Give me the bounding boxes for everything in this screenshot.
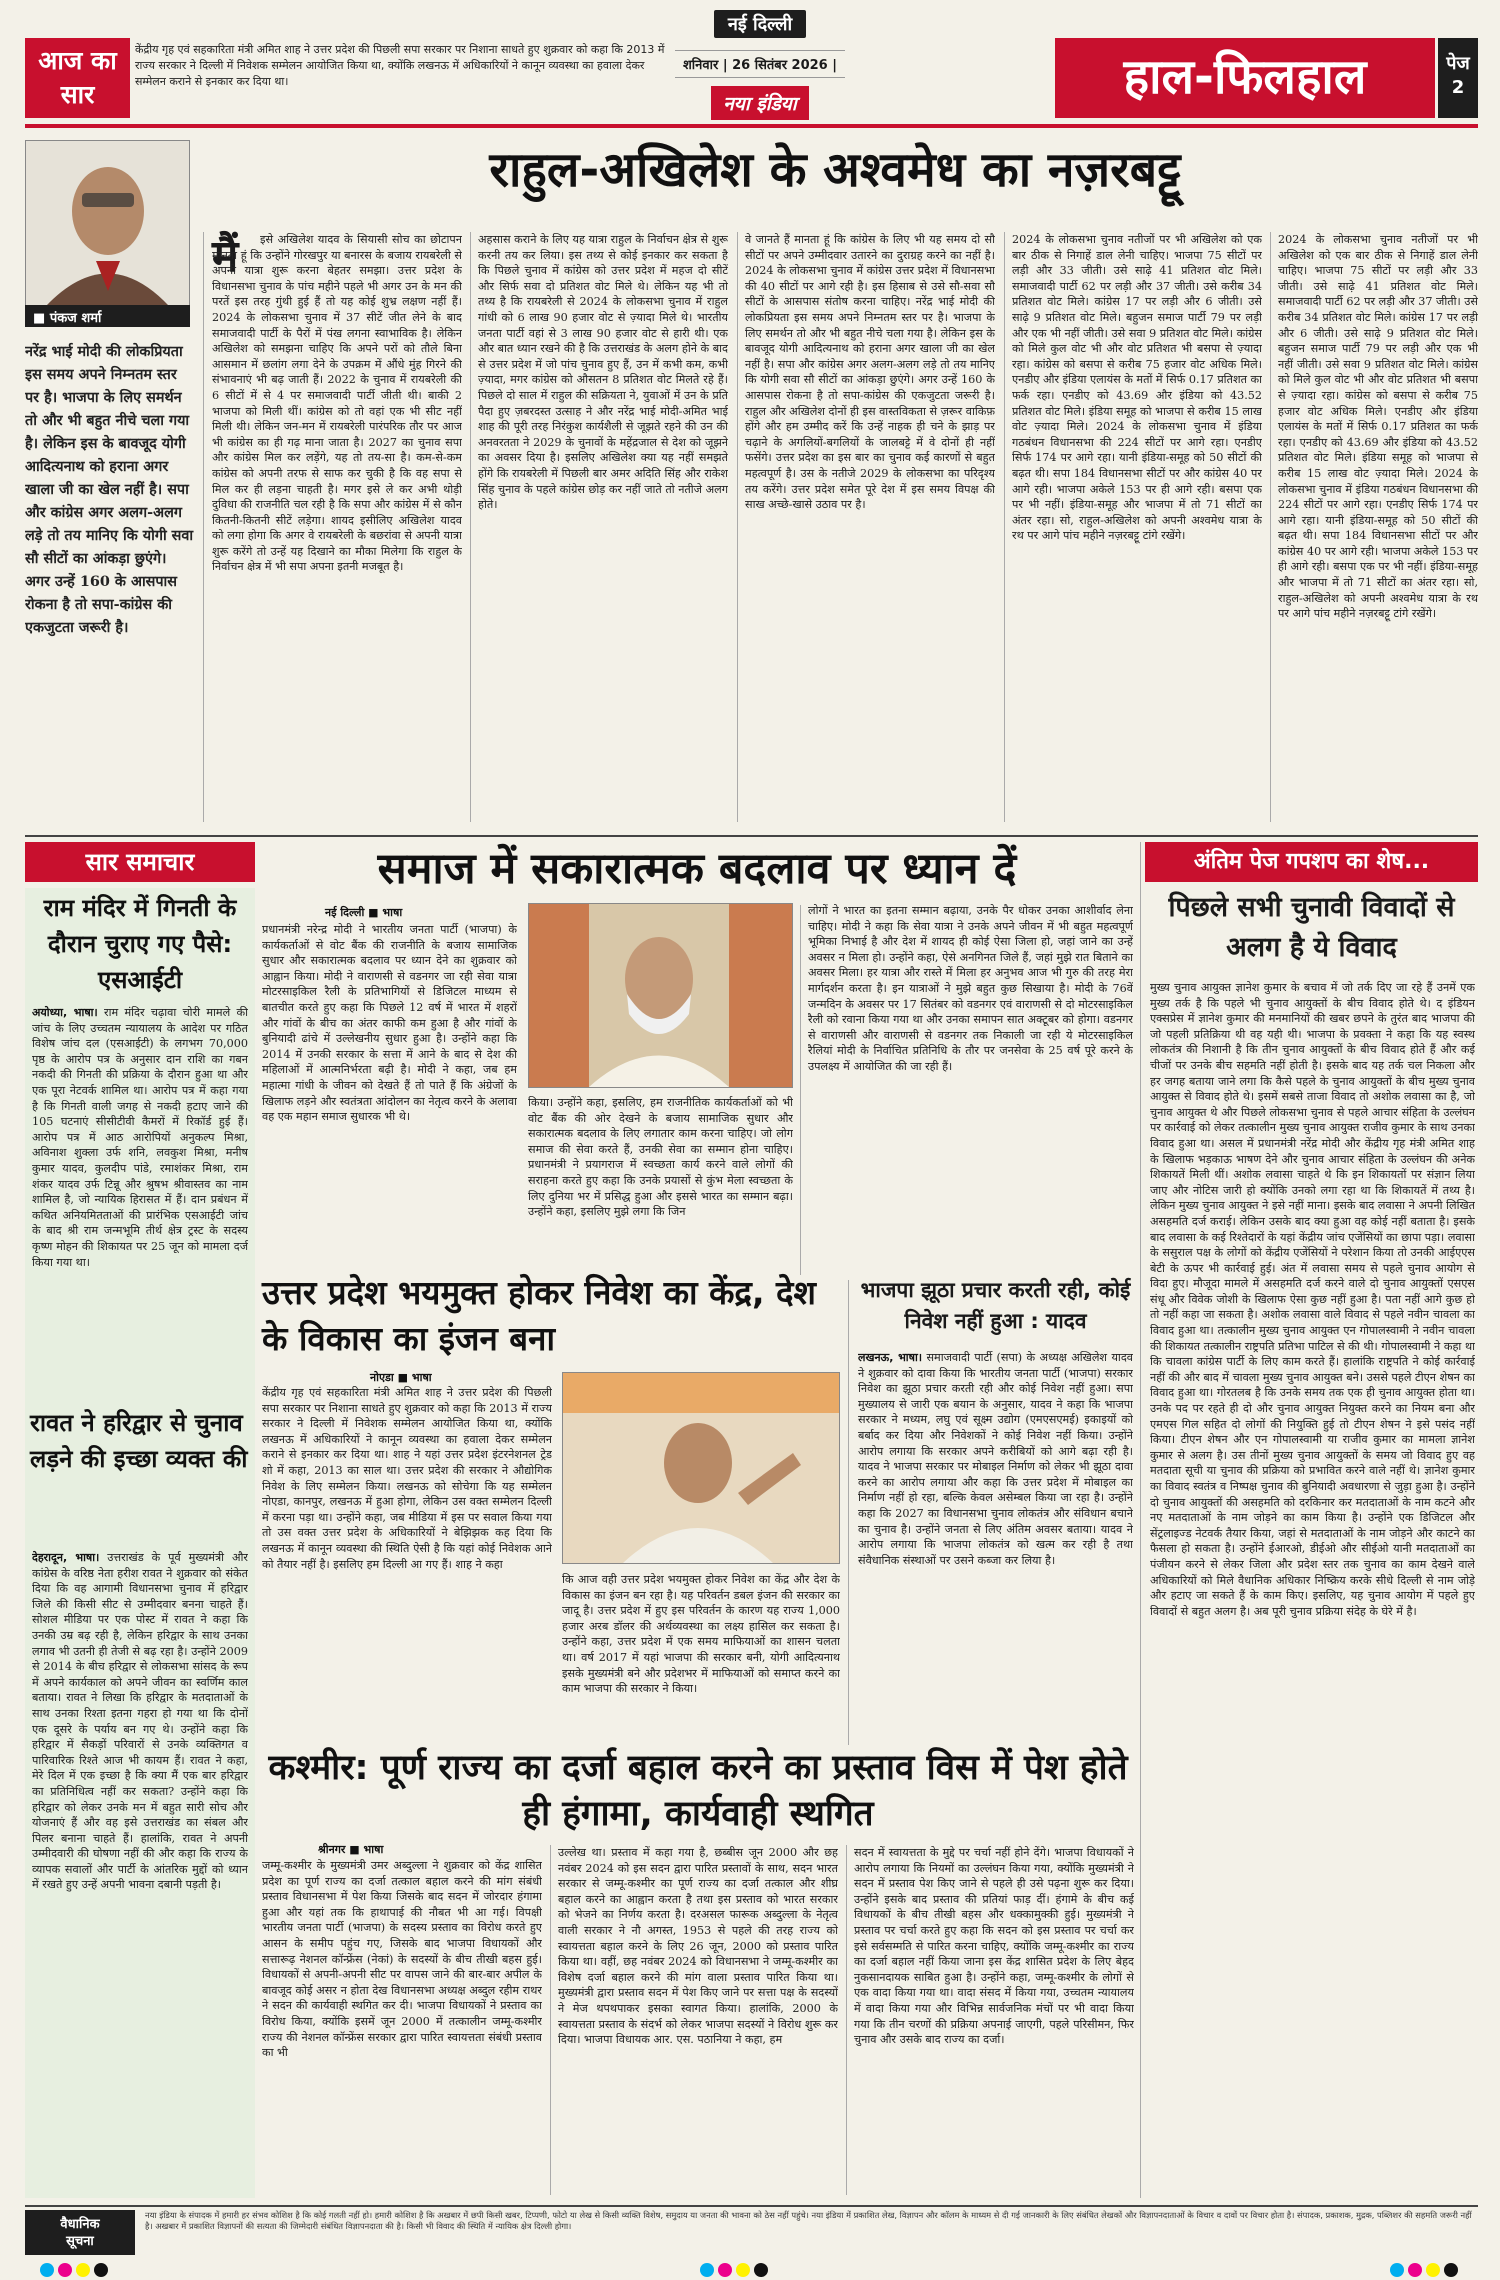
brief-1-headline: राम मंदिर में गिनती के दौरान चुराए गए पैसे: एसआईटी — [43, 894, 237, 994]
square-icon: ■ — [349, 1843, 364, 1856]
magenta-dot-icon — [1408, 2263, 1422, 2277]
sp-story-dateline: लखनऊ, भाषा। — [858, 1351, 923, 1364]
brief-2-text: उत्तराखंड के पूर्व मुख्यमंत्री और कांग्रेस के वरिष्ठ नेता हरीश रावत ने शुक्रवार को संकेत दिया कि वह आगामी विधानसभा चुनाव में हरिद्वार जिले की किसी सीट से उम्मीदवार बनना चाहते हैं। सोशल मीडिया पर एक पोस्ट में रावत ने कहा कि उनकी उम्र बढ़ रही है, लेकिन हरिद्वार के साथ उनका लगाव भी उतनी ही तेजी से बढ़ रहा है। उन्होंने 2009 से 2014 के बीच हरिद्वार से लोकसभा सांसद के रूप में अपने कार्यकाल को अपने जीवन का स्वर्णिम काल बताया। रावत ने लिखा कि हरिद्वार के मतदाताओं के साथ उनका रिश्ता इतना गहरा हो गया था कि दोनों एक दूसरे के पर्याय बन गए थे। उन्होंने कहा कि हरिद्वार में सैकड़ों परिवारों से उनके व्यक्तिगत व पारिवारिक रिश्ते आज भी कायम हैं। रावत ने कहा, मेरे दिल में एक इच्छा है कि क्या मैं एक बार हरिद्वार का प्रतिनिधित्व नहीं कर सकता? उन्होंने कहा कि हरिद्वार को लेकर उनके मन में बहुत सारी सोच और योजनाएं हैं और वह इसे उत्तराखंड का संबल और पिलर बनाना चाहते हैं। हालांकि, रावत ने अपनी उम्मीदवारी की घोषणा नहीं की और कहा कि राज्य के व्यापक सवालों और पार्टी के आंतरिक मुद्दों को ध्यान में रखते हुए उन्हें अपनी भावना दबानी पड़ती है। — [32, 1551, 248, 1892]
column-rule — [203, 232, 204, 822]
lead-column-2: अहसास कराने के लिए यह यात्रा राहुल के निर्वाचन क्षेत्र से शुरू करनी तय कर लिया। इस तथ्य से कोई इनकार कर सकता है कि पिछले चुनाव में कांग्रेस को उत्तर प्रदेश में महज दो सीटें और सिर्फ सवा दो प्रतिशत वोट मिले थे। लेकिन यह भी तो तथ्य है कि रायबरेली से 2024 के लोकसभा चुनाव में राहुल गांधी को 6 लाख 90 हजार वोट से ज़्यादा मिले थे। भारतीय जनता पार्टी वहां से 3 लाख 90 हजार वोट से हारी थी। एक और बात ध्यान रखने की है कि उत्तराखंड के अलग होने के बाद से उत्तर प्रदेश में जो पांच चुनाव हुए हैं, उन में कभी कम, कभी ज़्यादा, मगर कांग्रेस को औसतन 8 प्रतिशत वोट मिलते रहे हैं। पिछले दो साल में राहुल की सक्रियता ने, युवाओं में उन के प्रति पैदा हुए ज़बरदस्त उत्साह ने और नरेंद्र भाई मोदी-अमित भाई शाह की पूरी तरह निरंकुश कार्यशैली से जूझते रहने की उन की अनवरतता ने 2029 के चुनावों के महेंद्रजाल से देश को जूझने का अवसर दिया है। इसलिए अखिलेश क्या यह नहीं समझते होंगे कि रायबरेली में पिछली बार अमर अदिति सिंह और राकेश सिंह चुनाव के पहले कांग्रेस छोड़ कर नहीं जाते तो नतीजे अलग होते। — [478, 233, 728, 512]
page-number-box — [1438, 38, 1478, 118]
legal-notice-text: नया इंडिया के संपादक में हमारी हर संभव कोशिश है कि कोई गलती नहीं हो। हमारी कोशिश है कि अखबार में छपी किसी खबर, टिप्पणी, फोटो या लेख से किसी व्यक्ति विशेष, समुदाय या जनता की भावना को ठेस नहीं पहुंचे। नया इंडिया में प्रकाशित लेख, विज्ञापन और कॉलम के माध्यम से दी गई जानकारी के लिए संबंधित लेखकों और विज्ञापनदाताओं के विचार व दावों पर विचार होता है। संपादक, प्रकाशक, मुद्रक, पब्लिशर की सहमति जरूरी नहीं है। अखबार में प्रकाशित विज्ञापनों की सत्यता की जिम्मेदारी संबंधित विज्ञापनदाता की है। किसी भी विवाद की स्थिति में न्यायिक क्षेत्र दिल्ली होगा। — [145, 2210, 1472, 2231]
black-dot-icon — [754, 2263, 768, 2277]
modi-story-dateline — [325, 905, 402, 920]
shah-dateline-city: नोएडा — [370, 1371, 394, 1384]
column-rule — [550, 1845, 551, 2195]
masthead-todays-summary-label — [25, 38, 130, 118]
gossip-body: मुख्य चुनाव आयुक्त ज्ञानेश कुमार के बचाव में जो तर्क दिए जा रहे हैं उनमें एक मुख्य तर्क है कि पहले भी चुनाव आयुक्तों के बीच विवाद होते थे। द इंडियन एक्सप्रेस में ज्ञानेश कुमार की मनमानियों की खबर छपने के तुरंत बाद भाजपा की जो पहली प्रतिक्रिया थी वह यही थी। भाजपा के प्रवक्ता ने कहा कि यह स्वस्थ लोकतंत्र की निशानी है कि तीन चुनाव आयुक्तों के बीच विवाद होते हैं और कई चीजों पर उनके बीच सहमति नहीं होती है। इसके बाद यह तर्क चल निकला और हर जगह बताया जाने लगा कि कैसे पहले के चुनाव आयुक्तों के बीच मुख्य चुनाव आयुक्त से विवाद होते थे। इसमें सबसे ताजा विवाद तो अशोक लवासा का है, जो चुनाव आयुक्त थे और पिछले लोकसभा चुनाव से पहले आचार संहिता के उल्लंघन पर कार्रवाई को लेकर तत्कालीन मुख्य चुनाव आयुक्त राजीव कुमार के साथ उनका विवाद हुआ था। असल में प्रधानमंत्री नरेंद्र मोदी और केंद्रीय गृह मंत्री अमित शाह के खिलाफ भड़काऊ भाषण देने और चुनाव आचार संहिता के उल्लंघन की अनेक शिकायतें मिली थीं। अशोक लवासा चाहते थे कि इन शिकायतों पर संज्ञान लिया जाए और नोटिस जारी हो क्योंकि उनको लगा रहा था कि शिकायतें में तथ्य है। लेकिन मुख्य चुनाव आयुक्त ने इसे नहीं माना। इसके बाद लवासा ने अपनी लिखित असहमति दर्ज कराई। लेकिन उसके बाद क्या हुआ वह कोई नहीं बताता है। इसके बाद लवासा के कई रिश्तेदारों के यहां केंद्रीय जांच एजेंसियों का छापा पड़ा। लवासा के ससुराल पक्ष के लोगों को केंद्रीय एजेंसियों ने परेशान किया तो उनकी आईएएस बेटी के ऊपर भी कार्रवाई हुई। अंत में लवासा समय से पहले चुनाव आयोग से विदा हुए। मौजूदा मामले में असहमति दर्ज करने वाले दो चुनाव आयुक्तों एसएस संधू और विवेक जोशी के खिलाफ ऐसा कुछ नहीं हुआ है। पता नहीं आगे कुछ हो तो नहीं कहा जा सकता है। अशोक लवासा वाले विवाद से पहले नवीन चावला का विवाद हुआ था। तत्कालीन मुख्य चुनाव आयुक्त एन गोपालस्वामी ने नवीन चावला की शिकायत तत्कालीन राष्ट्रपति प्रतिभा पाटिल से की थी। गोपालस्वामी ने कहा था कि चावला कांग्रेस पार्टी के लिए काम करते हैं। हालांकि राष्ट्रपति ने कोई कार्रवाई नहीं की और बाद में चावला मुख्य चुनाव आयुक्त बने। उससे पहले टीएन शेषन का विवाद हुआ था। गोरतलब है कि उनके समय तक एक ही चुनाव आयुक्त होता था। उनके पद पर रहते ही दो और चुनाव आयुक्त नियुक्त करने का नियम बना और एमएस गिल सहित दो लोगों की नियुक्ति हुई तो टीएन शेषन ने इसे पसंद नहीं किया। टीएन शेषन और एन गोपालस्वामी या राजीव कुमार का मामला ज्ञानेश कुमार से अलग है। उस तीनों मुख्य चुनाव आयुक्तों के समय जो विवाद हुए वह मतदाता सूची या चुनाव की प्रक्रिया को प्रभावित करने वाले नहीं थे। ज्ञानेश कुमार का विवाद स्वतंत्र व निष्पक्ष चुनाव की बुनियादी अवधारणा से जुड़ा हुआ है। उन्होंने दो चुनाव आयुक्तों की असहमति को दरकिनार कर मतदाताओं के नाम कटने और नए मतदाताओं के नाम जोड़ने का काम किया है। उन्होंने एक डिजिटल और सेंट्रलाइज्ड नेटवर्क तैयार किया, जहां से मतदाताओं के नाम जोड़ने और काटने का फैसला हो सकता है। उन्होंने ईआरओ, डीईओ और सीईओ यानी मतदाताओं का पंजीयन करने से लेकर जिला और प्रदेश स्तर तक चुनाव का काम देखने वाले अधिकारियों को मिले वैधानिक अधिकार निष्क्रिय करके सीधे दिल्ली से नाम जोड़े और हटाए जा सकते हैं के काम किए। इसलिए, यह चुनाव आयोग में पहले हुए विवादों से बहुत अलग है। अब पूरी चुनाव प्रक्रिया संदेह के घेरे में है। — [1150, 981, 1475, 1618]
gossip-headline: पिछले सभी चुनावी विवादों से अलग है ये विवाद — [1168, 892, 1455, 963]
page-number: 2 — [1451, 77, 1465, 98]
legal-notice-line1: वैधानिक — [60, 2217, 100, 2232]
shah-story-column-1: केंद्रीय गृह एवं सहकारिता मंत्री अमित शाह ने उत्तर प्रदेश की पिछली सपा सरकार पर निशाना साधते हुए शुक्रवार को कहा कि 2013 में राज्य सरकार ने दिल्ली में निवेशक सम्मेलन आयोजित किया था, क्योंकि लखनऊ में अधिकारियों ने कानून व्यवस्था का हवाला देकर सम्मेलन कराने से इनकार कर दिया था। शाह ने यहां उत्तर प्रदेश इंटरनेशनल ट्रेड शो में कहा, 2013 का साल था। उत्तर प्रदेश की सरकार ने औद्योगिक निवेश के लिए सम्मेलन किया। लखनऊ को सोचेगा कि यह सम्मेलन नोएडा, कानपुर, लखनऊ में हुआ होगा, लेकिन उस वक्त सम्मेलन दिल्ली में करना पड़ा था। उन्होंने कहा, जब मीडिया में इस पर सवाल किया गया तो उस वक्त उत्तर प्रदेश के अधिकारियों ने बेझिझक कह दिया कि लखनऊ में कानून व्यवस्था की स्थिति ऐसी है कि यहां कोई निवेशक आने को तैयार नहीं है। इसलिए हम दिल्ली आ गए हैं। शाह ने कहा — [262, 1386, 552, 1571]
author-portrait-icon — [26, 141, 189, 306]
lead-column-1: इसे अखिलेश यादव के सियासी सोच का छोटापन मानता हूं कि उन्होंने गोरखपुर या बनारस के बजाय रायबरेली से अपनी यात्रा शुरू करना बेहतर समझा। उत्तर प्रदेश के विधानसभा चुनाव के पांच महीने पहले भी अगर उन के मन की परतें इस तरह गुंथी हुई हैं तो यह कोई शुभ्र लक्षण नहीं हैं। 2024 के लोकसभा चुनाव में 37 सीटें जीत लेने के बाद समाजवादी पार्टी के पैरों में पंख लगना स्वाभाविक है। लेकिन अखिलेश को समझना चाहिए कि अपने परों को तौले बिना आसमान में छलांग लगा देने के उपक्रम में औंधे मुंह गिरने की संभावनाएं भी बढ़ जाती हैं। 2022 के चुनाव में रायबरेली की 6 सीटों में से 4 पर समाजवादी पार्टी जीती थी। बाकी 2 भाजपा को मिली थीं। कांग्रेस को तो वहां एक भी सीट नहीं मिली थी। लेकिन जन-मन में रायबरेली पारंपरिक तौर पर आज भी कांग्रेस का ही गढ़ माना जाता है। 2027 का चुनाव सपा और कांग्रेस मिल कर लड़ेंगे, यह तो तय-सा है। कम-से-कम कांग्रेस को अपनी तरफ से साफ कर चुकी है कि वह सपा से मिल कर ही लड़ना चाहती है। मगर इसे ले कर अभी थोड़ी दुविधा की राजनीति चल रही है कि सपा और कांग्रेस में से कौन कितनी-कितनी सीटें लड़ेगा। शायद इसीलिए अखिलेश यादव को लगा होगा कि अगर वे रायबरेली के बछरांवा से अपनी यात्रा शुरू करेंगे तो उन्हें यह दिखाने का मौका मिलेगा कि राहुल के निर्वाचन क्षेत्र में भी सपा अपना इतनी मजबूत है। — [212, 233, 462, 574]
brief-2-headline: रावत ने हरिद्वार से चुनाव लड़ने की इच्छा व्यक्त की — [30, 1409, 248, 1473]
kashmir-story-column-1: जम्मू-कश्मीर के मुख्यमंत्री उमर अब्दुल्ला ने शुक्रवार को केंद्र शासित प्रदेश का पूर्ण राज्य का दर्जा तत्काल बहाल करने की मांग संबंधी प्रस्ताव विधानसभा में पेश किया जिसके बाद सदन में जोरदार हंगामा हुआ और यहां तक कि हाथापाई की नौबत भी आ गई। विपक्षी भारतीय जनता पार्टी (भाजपा) के सदस्य प्रस्ताव का विरोध करते हुए आसन के समीप पहुंच गए, जिसके बाद भाजपा विधायकों और सत्तारूढ़ नेशनल कॉन्फ्रेंस (नेकां) के सदस्यों के बीच तीखी बहस हुई। विधायकों से अपनी-अपनी सीट पर वापस जाने की बार-बार अपील के बावजूद कोई असर न होता देख विधानसभा अध्यक्ष अब्दुल रहीम राथर ने सदन की कार्यवाही स्थगित कर दी। भाजपा विधायकों ने प्रस्ताव का विरोध किया, क्योंकि इसमें जून 2000 में तत्कालीन जम्मू-कश्मीर राज्य की नेशनल कॉन्फ्रेंस सरकार द्वारा पारित स्वायत्तता संबंधी प्रस्ताव का भी — [262, 1859, 542, 2060]
author-square-icon: ■ — [33, 311, 50, 326]
magenta-dot-icon — [718, 2263, 732, 2277]
cyan-dot-icon — [700, 2263, 714, 2277]
kashmir-story-dateline — [318, 1842, 383, 1857]
masthead-label-line2: सार — [60, 80, 95, 109]
lead-pull-quote: नरेंद्र भाई मोदी की लोकप्रियता इस समय अपने निम्नतम स्तर पर है। भाजपा के लिए समर्थन तो और भी बहुत नीचे चला गया है। लेकिन इस के बावजूद योगी आदित्यनाथ को हराना अगर खाला जी का खेल नहीं है। सपा और कांग्रेस अगर अलग-अलग लड़े तो तय मानिए कि योगी सवा सौ सीटों का आंकड़ा छुएंगे। अगर उन्हें 160 के आसपास रोकना है तो सपा-कांग्रेस की एकजुटता जरूरी है। — [25, 343, 194, 636]
author-name: ■ पंकज शर्मा — [25, 305, 190, 327]
sp-story-body — [858, 1350, 1133, 1745]
square-icon: ■ — [368, 906, 383, 919]
issue-date: शनिवार | 26 सितंबर 2026 | — [675, 50, 845, 78]
masthead-summary-text: केंद्रीय गृह एवं सहकारिता मंत्री अमित शाह ने उत्तर प्रदेश की पिछली सपा सरकार पर निशाना साधते हुए शुक्रवार को कहा कि 2013 में राज्य सरकार ने दिल्ली में निवेशक सम्मेलन आयोजित किया था, क्योंकि लखनऊ में अधिकारियों ने कानून व्यवस्था का हवाला देकर सम्मेलन कराने से इनकार कर दिया था। — [135, 43, 665, 88]
shah-dateline-agency: भाषा — [411, 1371, 432, 1384]
lead-headline: राहुल-अखिलेश के अश्वमेध का नज़रबट्टू — [489, 142, 1181, 198]
news-brief-label: सार समाचार — [25, 842, 255, 882]
registration-marks-left — [40, 2262, 112, 2280]
newspaper-brand: नया इंडिया — [711, 86, 808, 120]
lead-column-4b: 2024 के लोकसभा चुनाव नतीजों पर भी अखिलेश को एक बार ठीक से निगाहें डाल लेनी चाहिए। भाजपा 75 सीटों पर लड़ी और 33 जीती। उसे साढ़े 41 प्रतिशत वोट मिले। समाजवादी पार्टी 62 पर लड़ी और 37 जीती। उसे करीब 34 प्रतिशत वोट मिले। कांग्रेस 17 पर लड़ी और 6 जीती। उसे साढ़े 9 प्रतिशत वोट मिले। बहुजन समाज पार्टी 79 पर लड़ी और एक भी नहीं जीती। उसे सवा 9 प्रतिशत वोट मिले। कांग्रेस को मिले कुल वोट भी और वोट प्रतिशत भी बसपा से ज़्यादा रहा। कांग्रेस को बसपा से करीब 75 हजार वोट अधिक मिले। एनडीए और इंडिया एलायंस के मतों में सिर्फ 0.17 प्रतिशत का फर्क रहा। एनडीए को 43.69 और इंडिया को 43.52 प्रतिशत वोट मिले। इंडिया समूह को भाजपा से करीब 15 लाख वोट ज़्यादा मिले। 2024 के लोकसभा चुनाव में इंडिया गठबंधन विधानसभा की 224 सीटों पर आगे रहा। एनडीए सिर्फ 174 पर आगे रहा। यानी इंडिया-समूह को 50 सीटों की बढ़त थी। सपा 184 विधानसभा सीटों पर और कांग्रेस 40 पर आगे रही। भाजपा अकेले 153 पर ही आगे रही। बसपा एक पर भी नहीं। इंडिया-समूह और भाजपा में तो 71 सीटों का अंतर रहा। सो, राहुल-अखिलेश को अपनी अश्वमेध यात्रा के रथ पर आगे पांच महीने नज़रबट्टू टांगे रखेंगे। — [1278, 233, 1478, 621]
lead-column-4a: 2024 के लोकसभा चुनाव नतीजों पर भी अखिलेश को एक बार ठीक से निगाहें डाल लेनी चाहिए। भाजपा 75 सीटों पर लड़ी और 33 जीती। उसे साढ़े 41 प्रतिशत वोट मिले। समाजवादी पार्टी 62 पर लड़ी और 37 जीती। उसे करीब 34 प्रतिशत वोट मिले। कांग्रेस 17 पर लड़ी और 6 जीती। उसे साढ़े 9 प्रतिशत वोट मिले। बहुजन समाज पार्टी 79 पर लड़ी और एक भी नहीं जीती। उसे सवा 9 प्रतिशत वोट मिले। कांग्रेस को मिले कुल वोट भी और वोट प्रतिशत भी बसपा से ज़्यादा रहा। कांग्रेस को बसपा से करीब 75 हजार वोट अधिक मिले। एनडीए और इंडिया एलायंस के मतों में सिर्फ 0.17 प्रतिशत का फर्क रहा। एनडीए को 43.69 और इंडिया को 43.52 प्रतिशत वोट मिले। इंडिया समूह को भाजपा से करीब 15 लाख वोट ज़्यादा मिले। 2024 के लोकसभा चुनाव में इंडिया गठबंधन विधानसभा की 224 सीटों पर आगे रहा। एनडीए सिर्फ 174 पर आगे रहा। यानी इंडिया-समूह को 50 सीटों की बढ़त थी। सपा 184 विधानसभा सीटों पर और कांग्रेस 40 पर आगे रही। भाजपा अकेले 153 पर ही आगे रही। बसपा एक पर भी नहीं। इंडिया-समूह और भाजपा में तो 71 सीटों का अंतर रहा। सो, राहुल-अखिलेश को अपनी अश्वमेध यात्रा के रथ पर आगे पांच महीने नज़रबट्टू टांगे रखेंगे। — [1012, 233, 1262, 543]
kashmir-dateline-city: श्रीनगर — [318, 1843, 346, 1856]
kashmir-story-column-3: सदन में स्वायत्तता के मुद्दे पर चर्चा नहीं होने देंगे। भाजपा विधायकों ने आरोप लगाया कि नियमों का उल्लंघन किया गया, क्योंकि मुख्यमंत्री ने सदन में प्रस्ताव पेश किए जाने से पहले ही उसे पढ़ना शुरू कर दिया। उन्होंने इसके बाद प्रस्ताव की प्रतियां फाड़ दीं। हंगामे के बीच कई विधायकों के बीच तीखी बहस और धक्कामुक्की हुई। मुख्यमंत्री ने प्रस्ताव पर चर्चा करते हुए कहा कि सदन को इस प्रस्ताव पर चर्चा कर इसे सर्वसम्मति से पारित करना चाहिए, क्योंकि जम्मू-कश्मीर का राज्य का दर्जा बहाल नहीं किया जाना इस केंद्र शासित प्रदेश के लिए बेहद नुकसानदायक साबित हुआ है। उन्होंने कहा, जम्मू-कश्मीर के लोगों से एक वादा किया गया था। वादा संसद में किया गया, उच्चतम न्यायालय में वादा किया गया और विभिन्न सार्वजनिक मंचों पर भी वादा किया गया कि तीन चरणों की प्रक्रिया अपनाई जाएगी, पहले परिसीमन, फिर चुनाव और उसके बाद राज्य का दर्जा। — [854, 1846, 1134, 2047]
brief-1-dateline: अयोध्या, भाषा। — [32, 1006, 98, 1019]
column-rule — [848, 1280, 849, 1745]
cyan-dot-icon — [1390, 2263, 1404, 2277]
modi-dateline-agency: भाषा — [382, 906, 403, 919]
magenta-dot-icon — [58, 2263, 72, 2277]
modi-dateline-city: नई दिल्ली — [325, 906, 365, 919]
modi-story-column-2: किया। उन्होंने कहा, इसलिए, हम राजनीतिक कार्यकर्ताओं को भी वोट बैंक की ओर देखने के बजाय सामाजिक सुधार और सकारात्मक बदलाव के लिए लगातार काम करना चाहिए। जो लोग समाज की सेवा करते हैं, उनकी सेवा का सम्मान होना चाहिए। प्रधानमंत्री ने प्रयागराज में स्वच्छता कार्य करने वाले लोगों की सराहना करते हुए कहा कि उनके प्रयासों से कुंभ मेला स्वच्छता के लिए दुनिया भर में प्रसिद्ध हुआ और इससे भारत का सम्मान बढ़ा। उन्होंने कहा, इसलिए मुझे लगा कि जिन — [528, 1096, 793, 1219]
registration-marks-right — [1390, 2262, 1462, 2280]
masthead-center — [675, 10, 845, 118]
yellow-dot-icon — [76, 2263, 90, 2277]
column-rule — [1270, 232, 1271, 822]
shah-story-dateline — [370, 1370, 432, 1385]
kashmir-story-headline: कश्मीर: पूर्ण राज्य का दर्जा बहाल करने का प्रस्ताव विस में पेश होते ही हंगामा, कार्यवाही स्थगित — [268, 1748, 1128, 1834]
cyan-dot-icon — [40, 2263, 54, 2277]
section-divider — [25, 835, 1478, 837]
brief-2-dateline: देहरादून, भाषा। — [32, 1551, 100, 1564]
brief-1-body — [32, 1005, 248, 1400]
legal-notice-label — [25, 2210, 135, 2255]
yellow-dot-icon — [1426, 2263, 1440, 2277]
shah-photo — [562, 1372, 840, 1564]
masthead-rule — [25, 124, 1478, 128]
column-rule — [1004, 232, 1005, 822]
section-title: हाल-फिलहाल — [1055, 38, 1435, 118]
lead-drop-cap: मैं — [212, 231, 239, 282]
modi-story-column-3: लोगों ने भारत का इतना सम्मान बढ़ाया, उनके पैर धोकर उनका आशीर्वाद लेना चाहिए। मोदी ने कहा कि सेवा यात्रा ने उनके अपने जीवन में भी बहुत महत्वपूर्ण भूमिका निभाई है और देश में शायद ही कोई ऐसा जिला हो, जहां जाने का उन्हें अवसर न मिला हो। उन्होंने कहा, ऐसे अनगिनत जिले हैं, जहां मुझे रात बिताने का अवसर मिला। हर यात्रा और रास्ते में मिला हर अनुभव आज भी गुरु की तरह मेरा मार्गदर्शन करता है। इन यात्राओं ने मुझे बहुत कुछ सिखाया है। मोदी के 76वें जन्मदिन के अवसर पर 17 सितंबर को वडनगर एवं वाराणसी से दो मोटरसाइकिल रैली को रवाना किया गया था और उनका समापन सात अक्टूबर को होगा। वडनगर से वाराणसी और वाराणसी से वडनगर तक निकाली जा रही ये मोटरसाइकिल रैलियां मोदी के निर्वाचित प्रतिनिधि के तौर पर जनसेवा के 25 वर्ष पूरे करने के उपलक्ष्य में आयोजित की जा रही हैं। — [808, 904, 1133, 1073]
modi-story-column-1: प्रधानमंत्री नरेन्द्र मोदी ने भारतीय जनता पार्टी (भाजपा) के कार्यकर्ताओं से वोट बैंक की राजनीति के बजाय सामाजिक सुधार और सकारात्मक बदलाव पर ध्यान देने का शुक्रवार को आह्वान किया। मोदी ने वाराणसी से वडनगर जा रही सेवा यात्रा मोटरसाइकिल रैली के प्रतिभागियों से डिजिटल माध्यम से बातचीत करते हुए कहा कि पिछले 12 वर्ष में भारत में शहरों और गांवों के बीच का अंतर काफी कम हुआ है और गांवों के बुनियादी ढांचे में उल्लेखनीय सुधार हुआ है। उन्होंने कहा कि 2014 में उनकी सरकार के सत्ता में आने के बाद से देश की महिलाओं में आत्मनिर्भरता बढ़ी है। मोदी ने कहा, जब हम महात्मा गांधी के जीवन को देखते हैं तो पाते हैं कि अंग्रेजों के खिलाफ लड़ने और स्वतंत्रता आंदोलन का नेतृत्व करने के अलावा वह एक महान समाज सुधारक भी थे। — [262, 923, 517, 1124]
legal-notice-line2: सूचना — [66, 2234, 94, 2249]
lead-column-3: वे जानते हैं मानता हूं कि कांग्रेस के लिए भी यह समय दो सौ सीटों पर अपने उम्मीदवार उतारने का दुराग्रह करने का नहीं है। 2024 के लोकसभा चुनाव में कांग्रेस उत्तर प्रदेश में विधानसभा की 40 सीटों पर आगे रही है। इस हिसाब से उसे सौ-सवा सौ सीटों के आसपास संतोष करना चाहिए। नरेंद्र भाई मोदी की लोकप्रियता इस समय अपने निम्नतम स्तर पर है। भाजपा के लिए समर्थन तो और भी बहुत नीचे चला गया है। लेकिन इस के बावजूद योगी आदित्यनाथ को हराना अगर खाला जी का खेल नहीं है। सपा और कांग्रेस अगर अलग-अलग लड़े तो तय मानिए कि योगी सवा सौ सीटों का आंकड़ा छुएंगे। अगर उन्हें 160 के आसपास रोकना है तो सपा-कांग्रेस की एकजुटता जरूरी है। राहुल और अखिलेश दोनों ही इस वास्तविकता से ज़रूर वाकिफ़ होंगे और हम उम्मीद करें कि उन्हें नाहक ही चने के झाड़ पर चढ़ाने के अगलियों-बगलियों के जालबट्टे में वे दोनों ही नहीं फसेंगे। उत्तर प्रदेश का इस बार का चुनाव कई कारणों से बहुत महत्वपूर्ण है। उस के नतीजे 2029 के लोकसभा का परिदृश्य तय करेंगे। उत्तर प्रदेश समेत पूरे देश में इस समय विपक्ष की साख अच्छे-खासे उठाव पर है। — [745, 233, 995, 512]
brief-2-body — [32, 1550, 248, 2195]
modi-story-headline: समाज में सकारात्मक बदलाव पर ध्यान दें — [377, 844, 1017, 894]
sp-story-text: समाजवादी पार्टी (सपा) के अध्यक्ष अखिलेश यादव ने शुक्रवार को दावा किया कि भारतीय जनता पार्टी (भाजपा) सरकार निवेश का झूठा प्रचार करती रही और कोई निवेश नहीं हुआ। सपा मुख्यालय से जारी एक बयान के अनुसार, यादव ने कहा कि भाजपा सरकार ने मध्यम, लघु एवं सूक्ष्म उद्योग (एमएसएमई) इकाइयों को बर्बाद कर दिया और निवेशकों ने कोई निवेश नहीं किया। उन्होंने आरोप लगाया कि सरकार अपने करीबियों को आगे बढ़ा रही है। यादव ने भाजपा सरकार पर मोबाइल निर्माण को लेकर भी झूठा दावा करने का आरोप लगाया और कहा कि उत्तर प्रदेश में मोबाइल का निर्माण नहीं हो रहा, बल्कि केवल असेम्बल किया जा रहा है। उन्होंने कहा कि 2027 का विधानसभा चुनाव लोकतंत्र और संविधान बचाने का चुनाव है। उन्होंने जनता से लिए अंतिम अवसर बताया। यादव ने आरोप लगाया कि भाजपा लोकतंत्र को खत्म कर रही है तथा संवैधानिक संस्थाओं पर उसने कब्जा कर लिया है। — [858, 1351, 1133, 1567]
author-photo — [25, 140, 190, 325]
black-dot-icon — [1444, 2263, 1458, 2277]
column-rule — [846, 1845, 847, 2195]
sp-story-headline: भाजपा झूठा प्रचार करती रही, कोई निवेश नहीं हुआ : यादव — [860, 1278, 1131, 1333]
shah-story-column-2: कि आज वही उत्तर प्रदेश भयमुक्त होकर निवेश का केंद्र और देश के विकास का इंजन बन रहा है। यह परिवर्तन डबल इंजन की सरकार का जादू है। उत्तर प्रदेश में हुए इस परिवर्तन के कारण यह राज्य 1,000 हजार अरब डॉलर की अर्थव्यवस्था का लक्ष्य हासिल कर सकता है। उन्होंने कहा, उत्तर प्रदेश में एक समय माफियाओं का शासन चलता था। वर्ष 2017 में यहां भाजपा की सरकार बनी, योगी आदित्यनाथ इसके मुख्यमंत्री बने और प्रदेशभर में माफियाओं को समाप्त करने का काम भाजपा की सरकार ने किया। — [562, 1573, 840, 1696]
column-rule — [1140, 842, 1141, 2198]
gossip-continued-label: अंतिम पेज गपशप का शेष... — [1145, 842, 1478, 882]
kashmir-dateline-agency: भाषा — [363, 1843, 384, 1856]
edition-city: नई दिल्ली — [714, 10, 806, 38]
shah-portrait-icon — [563, 1373, 839, 1563]
modi-portrait-icon — [529, 904, 792, 1087]
masthead-label-line1: आज का — [38, 46, 117, 75]
shah-story-headline: उत्तर प्रदेश भयमुक्त होकर निवेश का केंद्र, देश के विकास का इंजन बना — [262, 1273, 816, 1358]
registration-marks-center — [700, 2262, 772, 2280]
page-label: पेज — [1446, 53, 1470, 74]
brief-1-text: राम मंदिर चढ़ावा चोरी मामले की जांच के लिए उच्चतम न्यायालय के आदेश पर गठित विशेष जांच दल (एसआईटी) के लगभग 70,000 पृष्ठ के आरोप पत्र के अनुसार दान राशि का गबन नकदी की गिनती की प्रक्रिया के दौरान हुआ था और एक पूरा नेटवर्क शामिल था। आरोप पत्र में कहा गया है कि गिनती वाली जगह से नकदी हटाए जाने की 105 घटनाएं सीसीटीवी कैमरों में रिकॉर्ड हुई हैं। आरोप पत्र में आठ आरोपियों अनुकल्प मिश्रा, अविनाश शुक्ला उर्फ शनि, लवकुश मिश्रा, मनीष कुमार यादव, कुलदीप पांडे, रमाशंकर मिश्रा, राम शंकर यादव उर्फ टिन्नू और श्रुषभ श्रीवास्तव का नाम शामिल है, जो न्यायिक हिरासत में हैं। दान प्रबंधन में कथित अनियमितताओं की प्रारंभिक एसआईटी जांच के बाद श्री राम जन्मभूमि तीर्थ क्षेत्र ट्रस्ट के सदस्य कृष्ण मोहन की शिकायत पर 25 जून को मामला दर्ज किया गया था। — [32, 1006, 248, 1269]
column-rule — [800, 905, 801, 1275]
square-icon: ■ — [397, 1371, 412, 1384]
column-rule — [737, 232, 738, 822]
yellow-dot-icon — [736, 2263, 750, 2277]
column-rule — [470, 232, 471, 822]
kashmir-story-column-2: उल्लेख था। प्रस्ताव में कहा गया है, छब्बीस जून 2000 और छह नवंबर 2024 को इस सदन द्वारा पारित प्रस्तावों के साथ, सदन भारत सरकार से जम्मू-कश्मीर का पूर्ण राज्य का दर्जा तत्काल और शीघ्र बहाल करने का आह्वान करता है तथा इस प्रस्ताव को भारत सरकार को भेजने का निर्णय करता है। दरअसल फारूक अब्दुल्ला के नेतृत्व वाली सरकार ने नौ अगस्त, 1953 से पहले की तरह राज्य को स्वायत्तता बहाल करने के लिए 26 जून, 2000 को प्रस्ताव पारित किया था। वहीं, छह नवंबर 2024 को विधानसभा ने जम्मू-कश्मीर का विशेष दर्जा बहाल करने की मांग वाला प्रस्ताव पारित किया था। मुख्यमंत्री द्वारा प्रस्ताव सदन में पेश किए जाने पर सत्ता पक्ष के सदस्यों ने मेज थपथपाकर इसका स्वागत किया। हालांकि, 2000 के स्वायत्तता प्रस्ताव के संदर्भ को लेकर भाजपा सदस्यों ने विरोध शुरू कर दिया। भाजपा विधायक आर. एस. पठानिया ने कहा, हम — [558, 1846, 838, 2047]
modi-photo — [528, 903, 793, 1088]
black-dot-icon — [94, 2263, 108, 2277]
